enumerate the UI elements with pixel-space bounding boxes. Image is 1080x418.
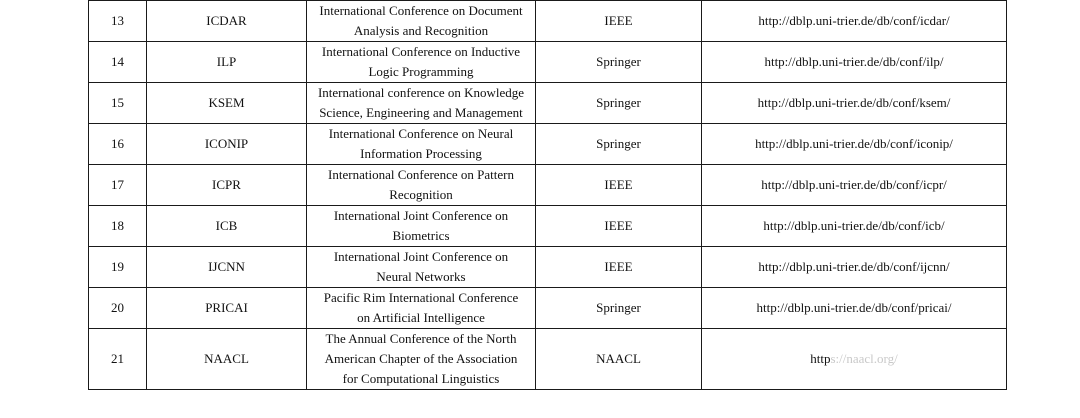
table-row — [89, 42, 1007, 83]
conference-name — [307, 247, 536, 288]
row-number: 18 — [89, 206, 147, 247]
conference-name — [307, 124, 536, 165]
conference-name — [307, 206, 536, 247]
row-number: 19 — [89, 247, 147, 288]
name-line: Information Processing — [360, 146, 482, 161]
conference-abbreviation: ICDAR — [147, 1, 307, 42]
dblp-url: http://dblp.uni-trier.de/db/conf/iconip/ — [702, 124, 1007, 165]
name-line: International Joint Conference on — [333, 208, 509, 223]
publisher: NAACL — [536, 329, 702, 390]
name-line: Analysis and Recognition — [353, 23, 489, 38]
publisher: IEEE — [536, 206, 702, 247]
publisher: Springer — [536, 42, 702, 83]
name-line: International Conference on Inductive — [321, 44, 521, 59]
publisher: IEEE — [536, 165, 702, 206]
name-line: for Computational Linguistics — [342, 371, 500, 386]
table-row — [89, 1, 1007, 42]
dblp-url: http://dblp.uni-trier.de/db/conf/ksem/ — [702, 83, 1007, 124]
row-number: 14 — [89, 42, 147, 83]
conference-name — [307, 42, 536, 83]
dblp-url — [702, 329, 1007, 390]
conference-abbreviation: ILP — [147, 42, 307, 83]
conference-abbreviation: NAACL — [147, 329, 307, 390]
table-row — [89, 247, 1007, 288]
name-line: International Conference on Neural — [328, 126, 514, 141]
conference-abbreviation: KSEM — [147, 83, 307, 124]
name-line: on Artificial Intelligence — [357, 310, 485, 325]
conference-name — [307, 83, 536, 124]
conference-abbreviation: PRICAI — [147, 288, 307, 329]
table-row — [89, 288, 1007, 329]
conference-abbreviation: ICPR — [147, 165, 307, 206]
conference-name — [307, 329, 536, 390]
row-number: 17 — [89, 165, 147, 206]
publisher: IEEE — [536, 1, 702, 42]
conference-abbreviation: ICB — [147, 206, 307, 247]
dblp-url: http://dblp.uni-trier.de/db/conf/icb/ — [702, 206, 1007, 247]
row-number: 20 — [89, 288, 147, 329]
dblp-url: http://dblp.uni-trier.de/db/conf/ilp/ — [702, 42, 1007, 83]
row-number: 21 — [89, 329, 147, 390]
row-number: 13 — [89, 1, 147, 42]
name-line: The Annual Conference of the North — [325, 331, 517, 346]
name-line: Pacific Rim International Conference — [323, 290, 519, 305]
conference-name — [307, 288, 536, 329]
dblp-url: http://dblp.uni-trier.de/db/conf/ijcnn/ — [702, 247, 1007, 288]
publisher: Springer — [536, 288, 702, 329]
conference-name — [307, 165, 536, 206]
table-row — [89, 329, 1007, 390]
publisher: Springer — [536, 124, 702, 165]
name-line: Science, Engineering and Management — [319, 105, 523, 120]
conference-table — [88, 0, 1007, 390]
conference-abbreviation: ICONIP — [147, 124, 307, 165]
conference-abbreviation: IJCNN — [147, 247, 307, 288]
name-line: Logic Programming — [368, 64, 474, 79]
name-line: Biometrics — [392, 228, 450, 243]
url-visible-part: http — [810, 351, 831, 366]
table-row — [89, 124, 1007, 165]
row-number: 16 — [89, 124, 147, 165]
name-line: International Conference on Document — [319, 3, 523, 18]
url-faded-part: s://naacl.org/ — [830, 351, 898, 366]
dblp-url: http://dblp.uni-trier.de/db/conf/icpr/ — [702, 165, 1007, 206]
publisher: IEEE — [536, 247, 702, 288]
name-line: American Chapter of the Association — [324, 351, 518, 366]
table-row — [89, 206, 1007, 247]
publisher: Springer — [536, 83, 702, 124]
table-row — [89, 165, 1007, 206]
name-line: Recognition — [389, 187, 453, 202]
name-line: International Conference on Pattern — [328, 167, 514, 182]
row-number: 15 — [89, 83, 147, 124]
table-row — [89, 83, 1007, 124]
conference-name — [307, 1, 536, 42]
dblp-url: http://dblp.uni-trier.de/db/conf/icdar/ — [702, 1, 1007, 42]
name-line: International Joint Conference on — [333, 249, 509, 264]
dblp-url: http://dblp.uni-trier.de/db/conf/pricai/ — [702, 288, 1007, 329]
name-line: International conference on Knowledge — [317, 85, 525, 100]
name-line: Neural Networks — [376, 269, 466, 284]
